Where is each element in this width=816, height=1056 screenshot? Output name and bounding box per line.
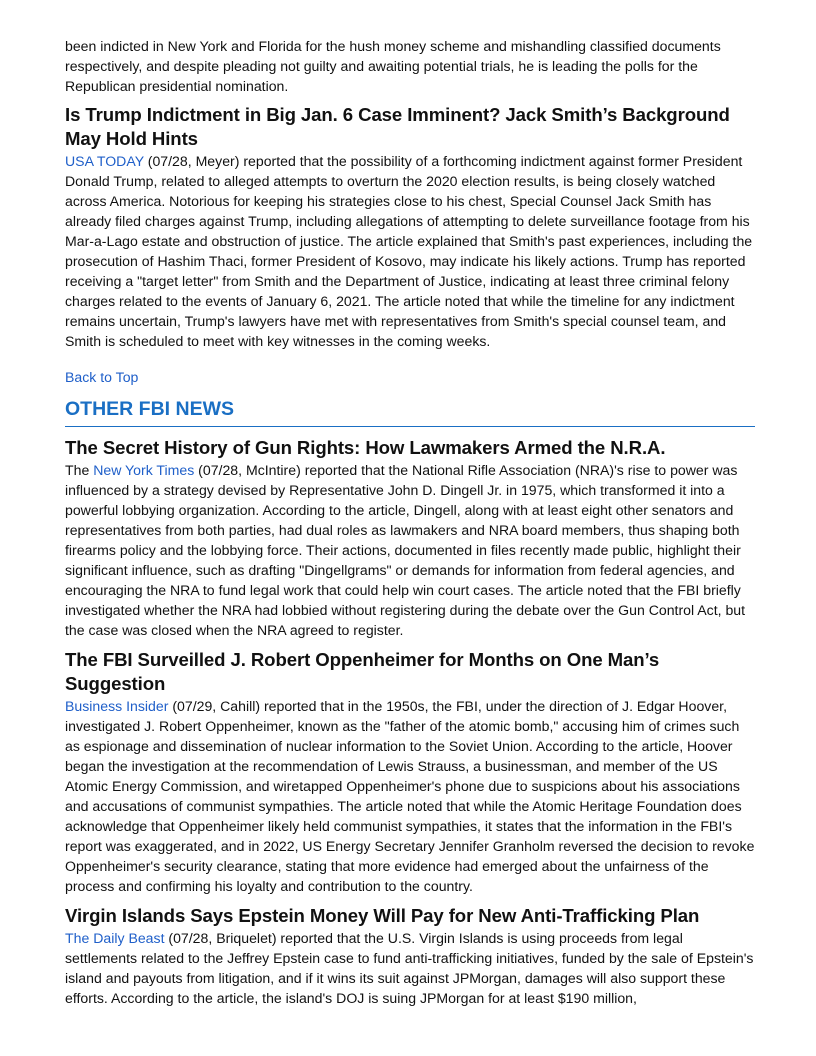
article-text: (07/28, Briquelet) reported that the U.S. Virgin Islands is using proceeds from legal settlements related to the Jeffrey Epstein case to fund anti-trafficking initiatives, funded by the sale of Epstein's island and payouts from litigation, and if it wins its suit against JPMorgan, damages will also support these efforts. According to the article, the island's DOJ is suing JPMorgan for at least $190 million, xyxy=(65,930,754,1006)
article-text: (07/28, Meyer) reported that the possibility of a forthcoming indictment against former President Donald Trump, related to alleged attempts to overturn the 2020 election results, is being closely watched across America. Notorious for keeping his strategies close to his chest, Special Counsel Jack Smith has already filed charges against Trump, including allegations of attempting to delete surveillance footage from his Mar-a-Lago estate and obstruction of justice. The article explained that Smith's past experiences, including the prosecution of Hashim Thaci, former President of Kosovo, may indicate his likely actions. Trump has reported receiving a "target letter" from Smith and the Department of Justice, indicating at least three criminal felony charges related to the events of January 6, 2021. The article noted that while the timeline for any indictment remains uncertain, Trump's lawyers have met with representatives from Smith's special counsel team, and Smith is scheduled to meet with key witnesses in the coming weeks. xyxy=(65,153,753,349)
article-oppenheimer xyxy=(65,648,755,896)
article-body xyxy=(65,460,755,640)
article-gun-rights xyxy=(65,436,755,640)
article-body xyxy=(65,151,755,351)
source-link[interactable]: The Daily Beast xyxy=(65,930,165,946)
article-headline: The Secret History of Gun Rights: How Lawmakers Armed the N.R.A. xyxy=(65,437,666,458)
article-headline: Virgin Islands Says Epstein Money Will Pay for New Anti-Trafficking Plan xyxy=(65,905,700,926)
document-page xyxy=(65,36,755,1008)
article-prefix: The xyxy=(65,462,94,478)
article-trump-indictment xyxy=(65,103,755,351)
article-headline: Is Trump Indictment in Big Jan. 6 Case Imminent? Jack Smith’s Background May Hold Hints xyxy=(65,104,730,149)
section-title: OTHER FBI NEWS xyxy=(65,396,755,427)
back-to-top-link[interactable]: Back to Top xyxy=(65,369,139,385)
back-to-top-row xyxy=(65,367,755,387)
source-link[interactable]: New York Times xyxy=(93,462,195,478)
source-link[interactable]: USA TODAY xyxy=(65,153,144,169)
article-text: (07/28, McIntire) reported that the National Rifle Association (NRA)'s rise to power was influenced by a strategy devised by Representative John D. Dingell Jr. in 1975, which transformed it into a powerful lobbying organization. According to the article, Dingell, along with at least eight other senators and representatives from both parties, had dual roles as lawmakers and NRA board members, thus shaping both firearms policy and the lobbying force. Their actions, documented in files recently made public, highlight their significant influence, such as drafting "Dingellgrams" or demands for information from federal agencies, and encouraging the NRA to fund legal work that could help win court cases. The article noted that the FBI briefly investigated whether the NRA had lobbied without registering during the debate over the Gun Control Act, but the case was closed when the NRA agreed to register. xyxy=(65,462,746,638)
article-text: (07/29, Cahill) reported that in the 1950s, the FBI, under the direction of J. Edgar Hoover, investigated J. Robert Oppenheimer, known as the "father of the atomic bomb," accusing him of crimes such as espionage and dissemination of nuclear information to the Soviet Union. According to the article, Hoover began the investigation at the recommendation of Lewis Strauss, a businessman, and member of the US Atomic Energy Commission, and wiretapped Oppenheimer's phone due to suspicions about his associations and accusations of communist sympathies. The article noted that while the Atomic Heritage Foundation does acknowledge that Oppenheimer likely held communist sympathies, it states that the information in the FBI's report was exaggerated, and in 2022, US Energy Secretary Jennifer Granholm reversed the decision to revoke Oppenheimer's security clearance, stating that more evidence had emerged about the unfairness of the process and confirming his loyalty and contribution to the country. xyxy=(65,698,755,894)
article-headline: The FBI Surveilled J. Robert Oppenheimer for Months on One Man’s Suggestion xyxy=(65,649,660,694)
source-link[interactable]: Business Insider xyxy=(65,698,169,714)
intro-paragraph: been indicted in New York and Florida for the hush money scheme and mishandling classified documents respectively, and despite pleading not guilty and awaiting potential trials, he is leading the polls for the Republican presidential nomination. xyxy=(65,38,721,94)
section-header xyxy=(65,396,755,427)
article-epstein xyxy=(65,904,755,1008)
article-body xyxy=(65,696,755,896)
article-body xyxy=(65,928,755,1008)
